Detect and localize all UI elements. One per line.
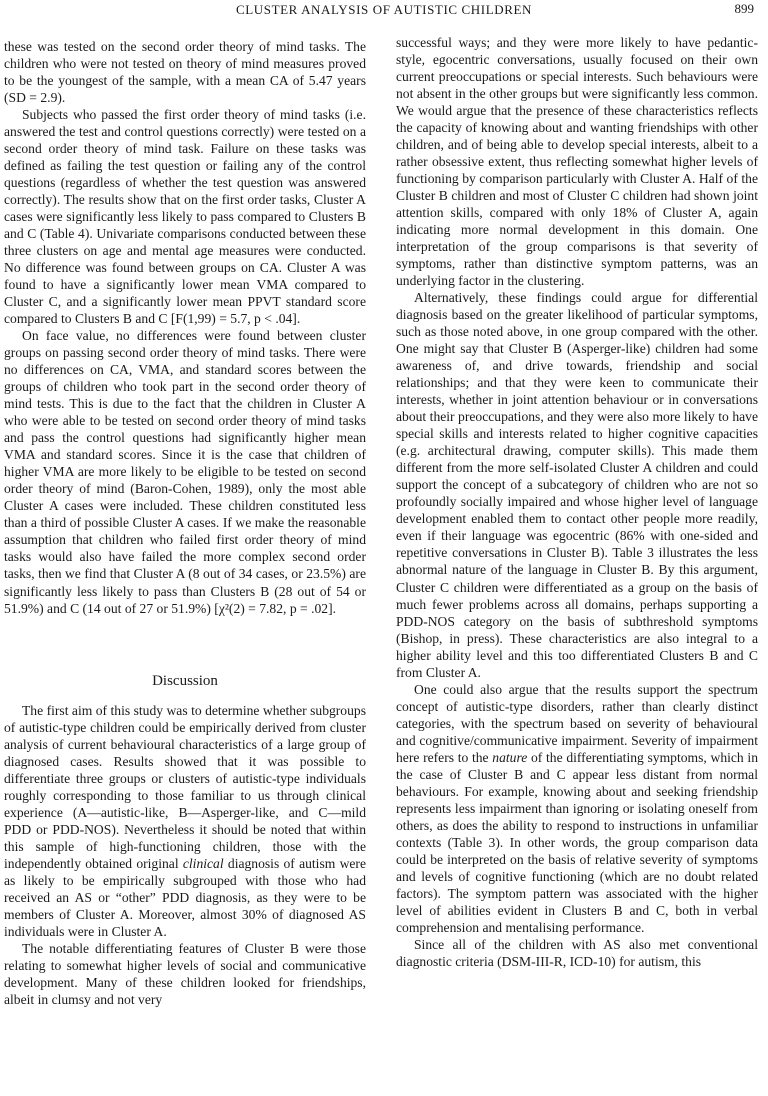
section-heading: Discussion — [152, 672, 218, 689]
paragraph-text: One could also argue that the results support the spectrum concept of autistic-type disorders, rather than clearly distinct categories, with the spectrum based on severity of behavioural and cognitive/communicative impairment. Severity of impairment here refers to the — [396, 681, 758, 765]
paragraph: The notable differentiating features of Cluster B were those relating to somewhat higher levels of social and communicative development. Many of these children looked for friendships, albeit in clumsy and not very — [4, 940, 366, 1007]
italic-term: clinical — [182, 855, 224, 871]
running-title: CLUSTER ANALYSIS OF AUTISTIC CHILDREN — [235, 2, 533, 17]
paragraph: Alternatively, these findings could argue for differential diagnosis based on the greater likelihood of particular symptoms, such as those noted above, in one group compared with the other. One might say that Cluster B (Asperger-like) children had some awareness of, and drive towards, friendship and social relationships; and that they were keen to communicate their interests, whether in joint attention behaviour or in conversations about their preoccupations, and they were also more likely to have special skills and interests related to higher cognitive capacities (e.g. architectural drawing, computer skills). This made them different from the more self-isolated Cluster A children and could support the concept of a subcategory of children who are not so profoundly socially impaired and whose higher level of language development enabled them to contact other people more readily, even if their language was egocentric (86% with one-sided and repetitive conversations in Cluster B). Table 3 illustrates the less abnormal nature of the language in Cluster B. By this argument, Cluster C children were differentiated as a group on the basis of much fewer problems across all domains, perhaps supporting a PDD-NOS category on the basis of subthreshold symptoms (Bishop, in press). These characteristics are also integral to a higher ability level and this too differentiated Clusters B and C from Cluster A. — [396, 290, 758, 680]
paragraph: On face value, no differences were found between cluster groups on passing second order theory of mind tasks. There were no differences on CA, VMA, and standard scores between the groups of children who took part in the second order theory of mind tests. This is due to the fact that the children in Cluster A who were able to be tested on second order theory of mind tasks and pass the control questions had significantly higher mean VMA and standard scores. Since it is the case that children of higher VMA are more likely to be eligible to be tested on second order theory of mind (Baron-Cohen, 1989), only the most able Cluster A cases were included. These children constituted less than a third of possible Cluster A cases. If we make the reasonable assumption that children who failed first order theory of mind tasks would also have failed the more complex second order tasks, then we find that Cluster A (8 out of 34 cases, or 23.5%) are significantly less likely to pass than Clusters B (28 out of 54 or 51.9%) and C (14 out of 27 or 51.9%) [χ²(2) = 7.82, p = .02]. — [4, 328, 366, 616]
paragraph: Since all of the children with AS also met conventional diagnostic criteria (DSM-III-R, ICD-10) for autism, this — [396, 936, 758, 969]
italic-term: nature — [492, 749, 528, 765]
paragraph: successful ways; and they were more likely to have pedantic-style, egocentric conversations, usually focused on their own current preoccupations or special interests. Such behaviours were not absent in the other groups but were significantly less common. We would argue that the presence of these characteristics reflects the capacity of knowing about and wanting friendships with other children, and of being able to develop special interests, albeit to a rather obsessive extent, thus reflecting somewhat higher levels of functioning by comparison particularly with Cluster A. Half of the Cluster B children and most of Cluster C children had shown joint attention skills, compared with only 18% of Cluster A, again indicating more normal development in this domain. One interpretation of the group comparisons is that severity of symptoms, rather than distinctive symptom patterns, was an underlying factor in the clustering. — [396, 35, 758, 289]
paragraph — [4, 702, 366, 940]
page-number: 899 — [734, 1, 754, 16]
paragraph-text: of the differentiating symptoms, which in the case of Cluster B and C appear less distant from normal behaviours. For example, knowing about and seeking friendship represents less impairment than ignoring or isolating oneself from others, as does the ability to respond to instructions in unfamiliar contexts (Table 3). In other words, the group comparison data could be interpreted on the basis of relative severity of symptoms and levels of cognitive functioning (which are no doubt related factors). The symptom pattern was associated with the higher level of abilities evident in Clusters B and C, both in verbal comprehension and mentalising performance. — [396, 749, 758, 935]
left-column — [4, 38, 366, 1008]
page-header — [0, 0, 768, 22]
paragraph: Subjects who passed the first order theory of mind tasks (i.e. answered the test and control questions correctly) were tested on a second order theory of mind task. Failure on these tasks was defined as failing the test question or failing any of the control questions (regardless of whether the test question was answered correctly). The results show that on the first order tasks, Cluster A cases were significantly less likely to pass compared to Clusters B and C (Table 4). Univariate comparisons conducted between these three clusters on age and mental age measures were conducted. No difference was found between groups on CA. Cluster A was found to have a significantly lower mean VMA compared to Cluster C, and a significantly lower mean PPVT standard score compared to Clusters B and C [F(1,99) = 5.7, p < .04]. — [4, 107, 366, 327]
paragraph — [396, 681, 758, 936]
paragraph: these was tested on the second order theory of mind tasks. The children who were not tested on theory of mind measures proved to be the youngest of the sample, with a mean CA of 5.47 years (SD = 2.9). — [4, 39, 366, 106]
paragraph-text: diagnosis of autism were as likely to be empirically subgrouped with those who had received an AS or “other” PDD diagnosis, as they were to be members of Cluster A. Moreover, almost 30% of diagnosed AS individuals were in Cluster A. — [4, 855, 366, 939]
right-column — [396, 34, 758, 970]
paragraph-text: The first aim of this study was to determine whether subgroups of autistic-type children could be empirically derived from cluster analysis of current behavioural characteristics of a large group of diagnosed cases. Results showed that it was possible to differentiate three groups or clusters of autistic-type individuals roughly corresponding to those familiar to us through clinical experience (A—autistic-like, B—Asperger-like, and C—mild PDD or PDD-NOS). Nevertheless it should be noted that within this sample of high-functioning children, those with the independently obtained original — [4, 702, 366, 871]
